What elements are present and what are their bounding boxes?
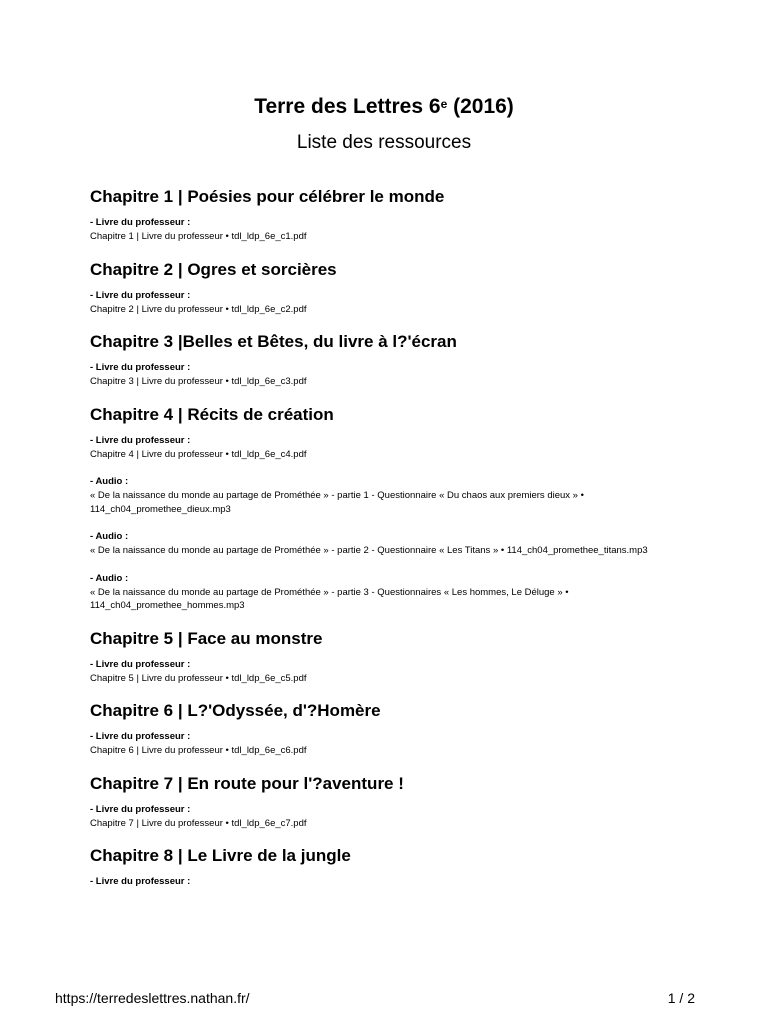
chapter-section: [90, 844, 690, 889]
chapter-title: Chapitre 8 | Le Livre de la jungle: [90, 846, 351, 865]
resource-label: - Audio :: [90, 476, 129, 487]
resource-label: - Livre du professeur :: [90, 876, 191, 887]
resource-description: Chapitre 1 | Livre du professeur • tdl_ldp_6e_c1.pdf: [90, 231, 307, 242]
chapter-section: [90, 403, 690, 613]
resource-description: Chapitre 2 | Livre du professeur • tdl_ldp_6e_c2.pdf: [90, 303, 307, 315]
title-superscript: e: [440, 97, 448, 111]
document-title: [0, 92, 768, 122]
chapter-title: Chapitre 1 | Poésies pour célébrer le monde: [90, 187, 445, 206]
chapter-section: [90, 699, 690, 758]
chapter-title: Chapitre 6 | L?'Odyssée, d'?Homère: [90, 701, 381, 720]
footer-url: https://terredeslettres.nathan.fr/: [55, 990, 250, 1006]
resource-description: « De la naissance du monde au partage de Prométhée » - partie 1 - Questionnaire « Du chaos aux premiers dieux » • 114_ch04_promethee_dieux.mp3: [90, 490, 584, 515]
resource-label: - Audio :: [90, 572, 129, 584]
page-number: 1 / 2: [667, 990, 695, 1006]
title-main: Terre des Lettres 6: [254, 95, 441, 118]
title-year: (2016): [453, 95, 514, 118]
resource-item: [90, 572, 690, 613]
resource-description: « De la naissance du monde au partage de Prométhée » - partie 2 - Questionnaire « Les Titans » • 114_ch04_promethee_titans.mp3: [90, 545, 648, 556]
resource-item: [90, 875, 690, 889]
chapter-title: Chapitre 4 | Récits de création: [90, 404, 334, 424]
resource-item: [90, 434, 690, 462]
resource-item: [90, 475, 690, 516]
resource-item: [90, 658, 690, 686]
resource-label: - Livre du professeur :: [90, 731, 191, 742]
chapter-title: Chapitre 7 | En route pour l'?aventure !: [90, 773, 404, 793]
resource-description: Chapitre 4 | Livre du professeur • tdl_ldp_6e_c4.pdf: [90, 448, 307, 460]
resource-label: - Livre du professeur :: [90, 434, 191, 446]
chapter-list: [90, 185, 690, 903]
chapter-title: Chapitre 3 |Belles et Bêtes, du livre à l?'écran: [90, 332, 457, 351]
resource-item: [90, 803, 690, 831]
resource-label: - Livre du professeur :: [90, 217, 191, 228]
resource-description: Chapitre 6 | Livre du professeur • tdl_ldp_6e_c6.pdf: [90, 745, 307, 756]
resource-label: - Livre du professeur :: [90, 803, 191, 815]
chapter-section: [90, 258, 690, 317]
chapter-section: [90, 627, 690, 686]
resource-item: [90, 289, 690, 317]
resource-label: - Livre du professeur :: [90, 289, 191, 301]
document-subtitle: Liste des ressources: [296, 132, 472, 153]
chapter-title: Chapitre 2 | Ogres et sorcières: [90, 259, 337, 279]
chapter-section: [90, 330, 690, 389]
resource-description: Chapitre 5 | Livre du professeur • tdl_ldp_6e_c5.pdf: [90, 672, 307, 684]
chapter-title: Chapitre 5 | Face au monstre: [90, 628, 323, 648]
resource-label: - Livre du professeur :: [90, 362, 191, 373]
resource-item: [90, 730, 690, 758]
resource-label: - Audio :: [90, 531, 129, 542]
resource-label: - Livre du professeur :: [90, 658, 191, 670]
chapter-section: [90, 772, 690, 831]
resource-item: [90, 216, 690, 244]
chapter-section: [90, 185, 690, 244]
resource-item: [90, 361, 690, 389]
resource-description: Chapitre 7 | Livre du professeur • tdl_ldp_6e_c7.pdf: [90, 817, 307, 829]
resource-description: Chapitre 3 | Livre du professeur • tdl_ldp_6e_c3.pdf: [90, 376, 307, 387]
resource-item: [90, 530, 690, 558]
resource-description: « De la naissance du monde au partage de Prométhée » - partie 3 - Questionnaires « Les hommes, Le Déluge » • 114_ch04_promethee_hommes.mp3: [90, 586, 569, 611]
